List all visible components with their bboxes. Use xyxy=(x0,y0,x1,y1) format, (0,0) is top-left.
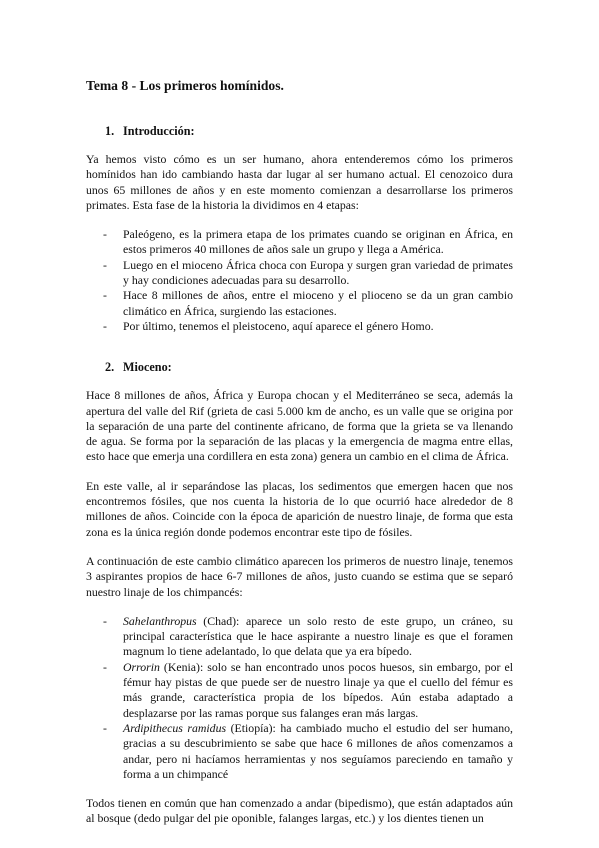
species-name: Sahelanthropus xyxy=(123,613,197,628)
list-item xyxy=(123,614,513,660)
section-heading xyxy=(86,124,513,139)
list-item: - Paleógeno, es la primera etapa de los primates cuando se originan en África, en estos primeros 40 millones de años sale un grupo y llega a América. xyxy=(123,227,513,258)
section-heading xyxy=(86,360,513,375)
section-title: Introducción: xyxy=(123,124,195,138)
section-number: 1. xyxy=(105,124,115,138)
paragraph: Ya hemos visto cómo es un ser humano, ahora entenderemos cómo los primeros homínidos han ido cambiando hasta dar lugar al ser humano actual. El cenozoico dura unos 65 millones de años y en este momento comienzan a desarrollarse los primeros primates. Esta fase de la historia la dividimos en 4 etapas: xyxy=(86,152,513,212)
species-name: Orrorin xyxy=(123,659,160,674)
list-item xyxy=(123,721,513,782)
section-number: 2. xyxy=(105,360,115,375)
section-mioceno xyxy=(86,360,513,826)
list-item: - Por último, tenemos el pleistoceno, aquí aparece el género Homo. xyxy=(123,319,513,334)
species-text: (Etiopía): ha cambiado mucho el estudio del ser humano, gracias a su descubrimiento se sabe que hace 6 millones de años comenzamos a andar, pero ni hacíamos herramientas y nos seguíamos pareciendo en tamaño y forma a un chimpancé xyxy=(123,720,513,781)
species-text: (Kenia): solo se han encontrado unos pocos huesos, sin embargo, por el fémur hay pistas de que puede ser de nuestro linaje ya que el cuello del fémur es más grande, característica propia de los bípedos. Aún estaba adaptado a desplazarse por las ramas porque sus falanges eran más largas. xyxy=(123,659,513,720)
species-name: Ardipithecus ramidus xyxy=(123,720,227,735)
spacer xyxy=(86,348,513,360)
page-title: Tema 8 - Los primeros homínidos. xyxy=(86,78,284,93)
species-list xyxy=(86,614,513,782)
paragraph: Todos tienen en común que han comenzado a andar (bipedismo), que están adaptados aún al bosque (dedo pulgar del pie oponible, falanges largas, etc.) y los dientes tienen un xyxy=(86,796,513,826)
paragraph: En este valle, al ir separándose las placas, los sedimentos que emergen hacen que nos encontremos fósiles, que nos cuenta la historia de lo que ocurrió hace alrededor de 8 millones de años. Coincide con la época de aparición de nuestro linaje, de forma que esta zona es la única región donde podemos encontrar este tipo de fósiles. xyxy=(86,478,513,539)
stages-list xyxy=(86,227,513,334)
paragraph: A continuación de este cambio climático aparecen los primeros de nuestro linaje, tenemos 3 aspirantes propios de hace 6-7 millones de años, justo cuando se estima que se separó nuestro linaje de los chimpancés: xyxy=(86,553,513,599)
list-item: - Luego en el mioceno África choca con Europa y surgen gran variedad de primates y hay condiciones adecuadas para su desarrollo. xyxy=(123,258,513,289)
list-item xyxy=(123,660,513,721)
paragraph: Hace 8 millones de años, África y Europa chocan y el Mediterráneo se seca, además la apertura del valle del Rif (grieta de casi 5.000 km de ancho, es un valle que se origina por la separación de una parte del continente africano, de forma que la grieta se va llenando de agua. Se forma por la separación de las placas y la emergencia de magma entre ellas, esto hace que emerja una cordillera en esta zona) genera un cambio en el clima de África. xyxy=(86,388,513,464)
list-item: - Hace 8 millones de años, entre el mioceno y el plioceno se da un gran cambio climático en África, surgiendo las estaciones. xyxy=(123,288,513,319)
section-introduccion xyxy=(86,124,513,334)
section-title: Mioceno: xyxy=(123,360,172,375)
species-text: (Chad): aparece un solo resto de este grupo, un cráneo, su principal característica que le hace aspirante a nuestro linaje es que el foramen magnum lo tiene adelantado, lo que delata que ya era bípedo. xyxy=(123,613,513,659)
